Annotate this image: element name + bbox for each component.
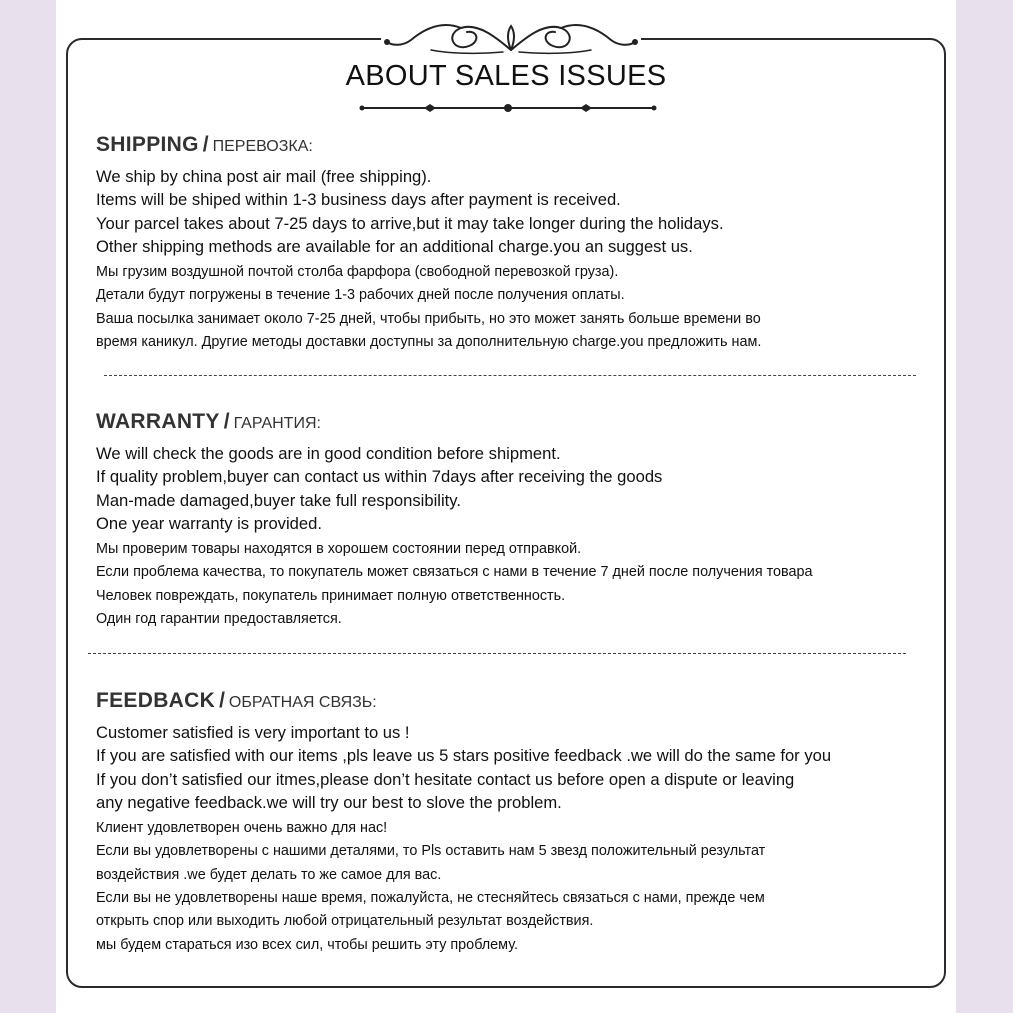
feedback-heading <box>96 689 926 713</box>
text-line: воздействия .we будет делать то же самое для вас. <box>96 866 442 883</box>
text-line: мы будем стараться изо всех сил, чтобы решить эту проблему. <box>96 936 518 953</box>
text-line: Your parcel takes about 7-25 days to arrive,but it may take longer during the holidays. <box>96 213 724 233</box>
text-line: Ваша посылка занимает около 7-25 дней, чтобы прибыть, но это может занять больше времени во <box>96 310 761 327</box>
text-line: If quality problem,buyer can contact us within 7days after receiving the goods <box>96 467 663 487</box>
text-line: Мы проверим товары находятся в хорошем состоянии перед отправкой. <box>96 541 582 558</box>
text-line: Если вы не удовлетворены наше время, пожалуйста, не стесняйтесь связаться с нами, прежде чем <box>96 890 765 907</box>
shipping-english-text <box>96 165 926 258</box>
page <box>56 0 956 1013</box>
feedback-english-text <box>96 721 926 814</box>
dashed-divider <box>88 653 906 654</box>
text-line: открыть спор или выходить любой отрицательный результат воздействия. <box>96 913 594 930</box>
text-line: Человек повреждать, покупатель принимает полную ответственность. <box>96 587 566 604</box>
text-line: We ship by china post air mail (free shipping). <box>96 167 432 186</box>
heading-separator: / <box>223 410 230 433</box>
heading-separator: / <box>219 689 225 712</box>
text-line: We will check the goods are in good condition before shipment. <box>96 444 561 463</box>
text-line: Если вы удовлетворены с нашими деталями, то Pls оставить нам 5 звезд положительный результат <box>96 843 766 860</box>
text-line: Клиент удовлетворен очень важно для нас! <box>96 820 388 837</box>
text-line: any negative feedback.we will try our best to slove the problem. <box>96 792 562 812</box>
text-line: If you don’t satisfied our itmes,please don’t hesitate contact us before open a dispute or leaving <box>96 769 795 789</box>
text-line: Мы грузим воздушной почтой столба фарфора (свободной перевозкой груза). <box>96 264 619 281</box>
text-line: Детали будут погружены в течение 1-3 рабочих дней после получения оплаты. <box>96 287 625 304</box>
warranty-heading <box>96 410 926 434</box>
heading-separator: / <box>202 133 209 156</box>
text-line: If you are satisfied with our items ,pls leave us 5 stars positive feedback .we will do the same for you <box>96 746 832 766</box>
warranty-section <box>96 410 926 631</box>
feedback-heading-ru: ОБРАТНАЯ СВЯЗЬ: <box>228 694 377 711</box>
shipping-heading-ru: ПЕРЕВОЗКА: <box>212 138 313 155</box>
title-divider-icon <box>358 98 658 118</box>
text-line: Customer satisfied is very important to us ! <box>96 723 410 742</box>
feedback-heading-en: FEEDBACK <box>96 689 216 712</box>
warranty-english-text <box>96 442 926 535</box>
dashed-divider <box>104 375 916 376</box>
text-line: Если проблема качества, то покупатель может связаться с нами в течение 7 дней после получения товара <box>96 564 813 581</box>
text-line: Other shipping methods are available for an additional charge.you an suggest us. <box>96 236 693 256</box>
text-line: Один год гарантии предоставляется. <box>96 611 342 628</box>
warranty-heading-ru: ГАРАНТИЯ: <box>233 415 321 432</box>
warranty-heading-en: WARRANTY <box>96 410 220 433</box>
text-line: время каникул. Другие методы доставки доступны за дополнительную charge.you предложить нам. <box>96 334 762 351</box>
page-title: ABOUT SALES ISSUES <box>345 60 667 92</box>
text-line: Items will be shiped within 1-3 business days after payment is received. <box>96 190 621 210</box>
shipping-russian-text <box>96 261 926 354</box>
flourish-ornament-icon <box>381 10 641 60</box>
shipping-heading-en: SHIPPING <box>96 133 199 156</box>
shipping-section <box>96 133 926 354</box>
feedback-russian-text <box>96 817 926 957</box>
text-line: One year warranty is provided. <box>96 513 322 533</box>
warranty-russian-text <box>96 538 926 631</box>
feedback-section <box>96 689 926 957</box>
shipping-heading <box>96 133 926 157</box>
text-line: Man-made damaged,buyer take full responsibility. <box>96 490 461 510</box>
